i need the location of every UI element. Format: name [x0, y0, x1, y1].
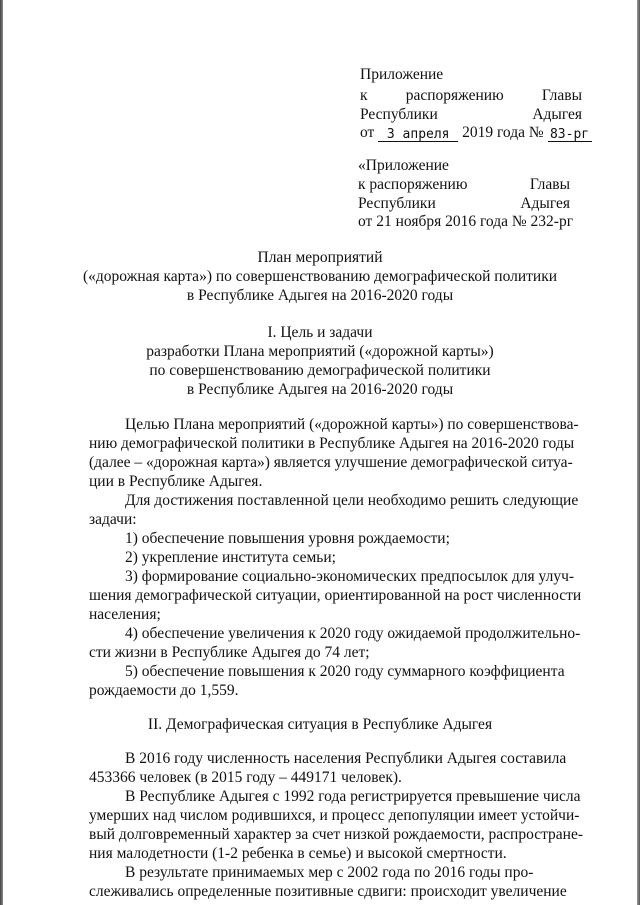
approval-line2-right: Главы — [541, 87, 582, 104]
task-item: 1) обеспечение повышения уровня рождаемости; — [125, 530, 450, 547]
prev-appendix-line3 — [358, 195, 570, 213]
approval-line3-left: Республики — [360, 106, 438, 123]
approval-title: Приложение — [360, 66, 444, 83]
approval-date-line — [360, 124, 592, 142]
task-item: 2) укрепление института семьи; — [125, 549, 336, 566]
body-line: ции в Республике Адыгея. — [89, 473, 263, 490]
approval-line2-left: к — [360, 87, 368, 104]
approval-date-handwritten: 3 апреля — [386, 127, 450, 142]
task-item: шения демографической ситуации, ориентированной на рост численности — [89, 587, 582, 604]
approval-date-suffix: 2019 года № — [462, 124, 544, 141]
section1-title-line: разработки Плана мероприятий («дорожной карты») — [146, 343, 494, 360]
section2-line: слеживались определенные позитивные сдвиги: происходит увеличение — [89, 883, 567, 900]
prev-appendix-line2-left: к распоряжению — [358, 176, 468, 193]
body-line: Для достижения поставленной цели необходимо решить следующие — [125, 492, 579, 509]
prev-appendix-line2-right: Главы — [529, 176, 570, 193]
section2-line: 453366 человек (в 2015 году – 449171 человек). — [89, 769, 402, 786]
section2-line: В результате принимаемых мер с 2002 года по 2016 годы про- — [125, 864, 534, 881]
section2-line: вый долговременный характер за счет низкой рождаемости, распростране- — [89, 826, 584, 843]
plan-title-line: План мероприятий — [257, 249, 383, 266]
task-item: 5) обеспечение повышения к 2020 году суммарного коэффициента — [125, 663, 565, 680]
section2-line: умерших над числом родившихся, и процесс депопуляции имеет устойчи- — [89, 807, 580, 824]
plan-title-line: («дорожная карта») по совершенствованию демографической политики — [82, 268, 558, 285]
section2-line: ния малодетности (1-2 ребенка в семье) и высокой смертности. — [89, 845, 507, 862]
prev-appendix-line3-left: Республики — [358, 195, 436, 212]
section1-title-line: в Республике Адыгея на 2016-2020 годы — [186, 381, 454, 398]
section2-line: В Республике Адыгея с 1992 года регистрируется превышение числа — [125, 788, 581, 805]
approval-line3 — [360, 106, 582, 124]
task-item: рождаемости до 1,559. — [89, 682, 239, 699]
prev-appendix-line4: от 21 ноября 2016 года № 232-рг — [358, 213, 574, 230]
approval-number-handwritten: 83-рг — [549, 127, 590, 142]
task-item: населения; — [89, 606, 161, 623]
section1-title-line: по совершенствованию демографической политики — [149, 362, 491, 379]
task-item: 3) формирование социально-экономических предпосылок для улуч- — [125, 568, 575, 585]
approval-date-field — [378, 125, 458, 142]
task-item: сти жизни в Республике Адыгея до 74 лет; — [89, 644, 370, 661]
body-line: (далее – «дорожная карта») является улучшение демографической ситуа- — [89, 454, 573, 471]
scan-edge-left — [0, 0, 3, 905]
section2-title: II. Демографическая ситуация в Республике Адыгея — [147, 716, 493, 733]
prev-appendix-line3-right: Адыгея — [520, 195, 570, 212]
prev-appendix-title: «Приложение — [358, 157, 449, 174]
approval-number-field — [548, 125, 592, 142]
approval-line2 — [360, 87, 582, 105]
approval-line2-mid: распоряжению — [405, 87, 504, 104]
approval-date-prefix: от — [360, 124, 375, 141]
task-item: 4) обеспечение увеличения к 2020 году ожидаемой продолжительно- — [125, 625, 581, 642]
prev-appendix-line2 — [358, 176, 570, 194]
section2-line: В 2016 году численность населения Республики Адыгея составила — [125, 750, 567, 767]
section1-title-line: I. Цель и задачи — [267, 324, 373, 341]
approval-line3-right: Адыгея — [532, 106, 582, 123]
body-line: Целью Плана мероприятий («дорожной карты») по совершенствова- — [125, 416, 579, 433]
body-line: нию демографической политики в Республике Адыгея на 2016-2020 годы — [89, 435, 575, 452]
plan-title-line: в Республике Адыгея на 2016-2020 годы — [186, 287, 454, 304]
body-line: задачи: — [89, 511, 137, 528]
